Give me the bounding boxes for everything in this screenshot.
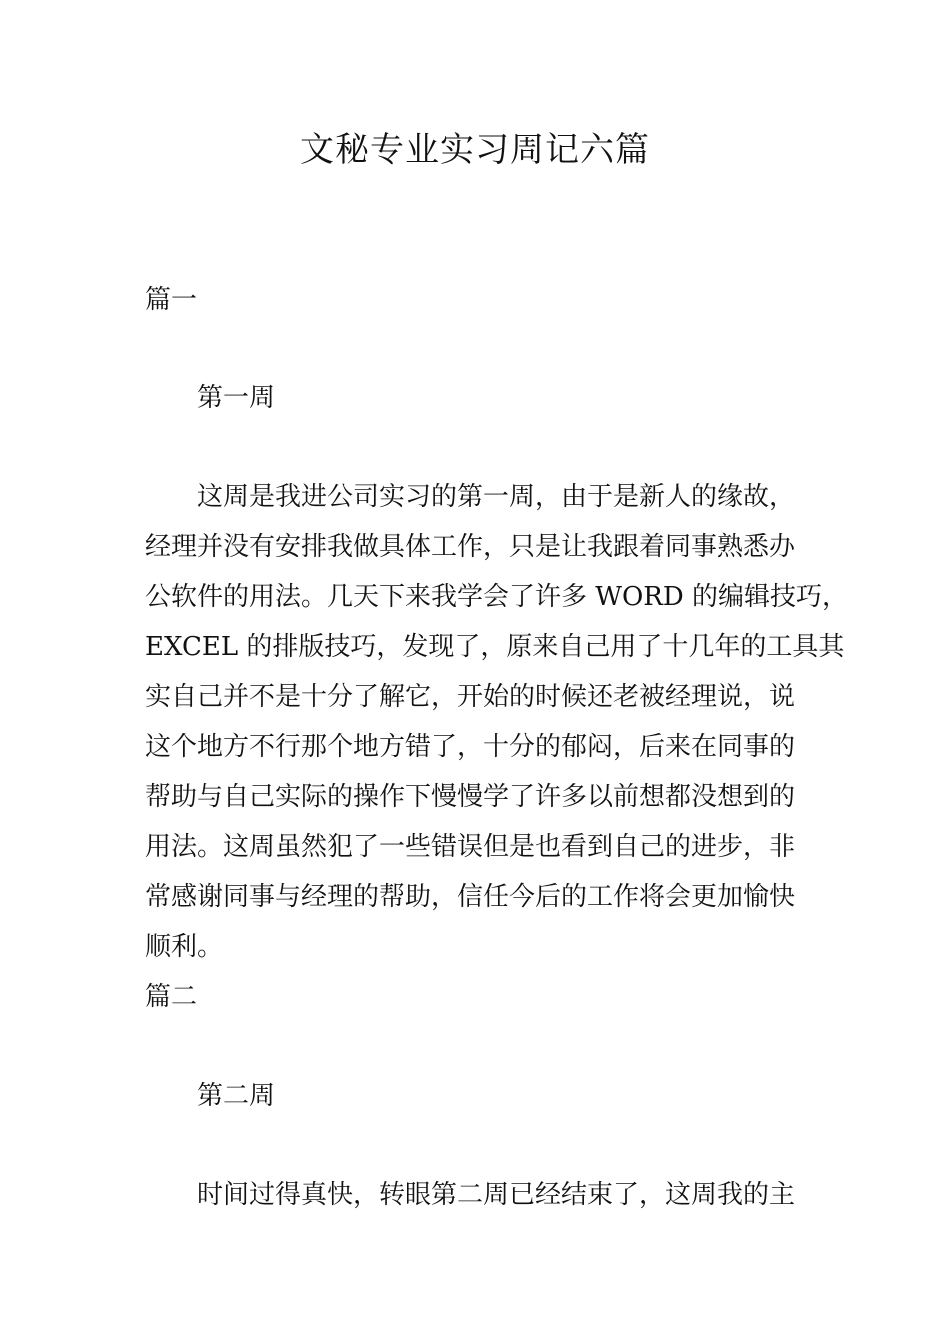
paragraph-line: EXCEL 的排版技巧，发现了，原来自己用了十几年的工具其 [145, 632, 845, 662]
section-heading-1: 篇一 [145, 285, 198, 315]
paragraph-line: 实自己并不是十分了解它，开始的时候还老被经理说，说 [145, 682, 796, 712]
paragraph-line: 常感谢同事与经理的帮助，信任今后的工作将会更加愉快 [145, 882, 796, 912]
week-heading-2: 第二周 [197, 1081, 276, 1111]
paragraph-line: 公软件的用法。几天下来我学会了许多 WORD 的编辑技巧， [145, 582, 848, 612]
paragraph-line: 用法。这周虽然犯了一些错误但是也看到自己的进步，非 [145, 832, 796, 862]
document-title: 文秘专业实习周记六篇 [300, 130, 650, 170]
paragraph-line: 这个地方不行那个地方错了，十分的郁闷，后来在同事的 [145, 732, 796, 762]
paragraph-line: 这周是我进公司实习的第一周，由于是新人的缘故， [197, 482, 796, 512]
paragraph-line: 经理并没有安排我做具体工作，只是让我跟着同事熟悉办 [145, 532, 796, 562]
paragraph-line: 帮助与自己实际的操作下慢慢学了许多以前想都没想到的 [145, 782, 796, 812]
paragraph-line: 时间过得真快，转眼第二周已经结束了，这周我的主 [197, 1180, 796, 1210]
section-heading-2: 篇二 [145, 982, 198, 1012]
week-heading-1: 第一周 [197, 383, 276, 413]
paragraph-line: 顺利。 [145, 932, 224, 962]
